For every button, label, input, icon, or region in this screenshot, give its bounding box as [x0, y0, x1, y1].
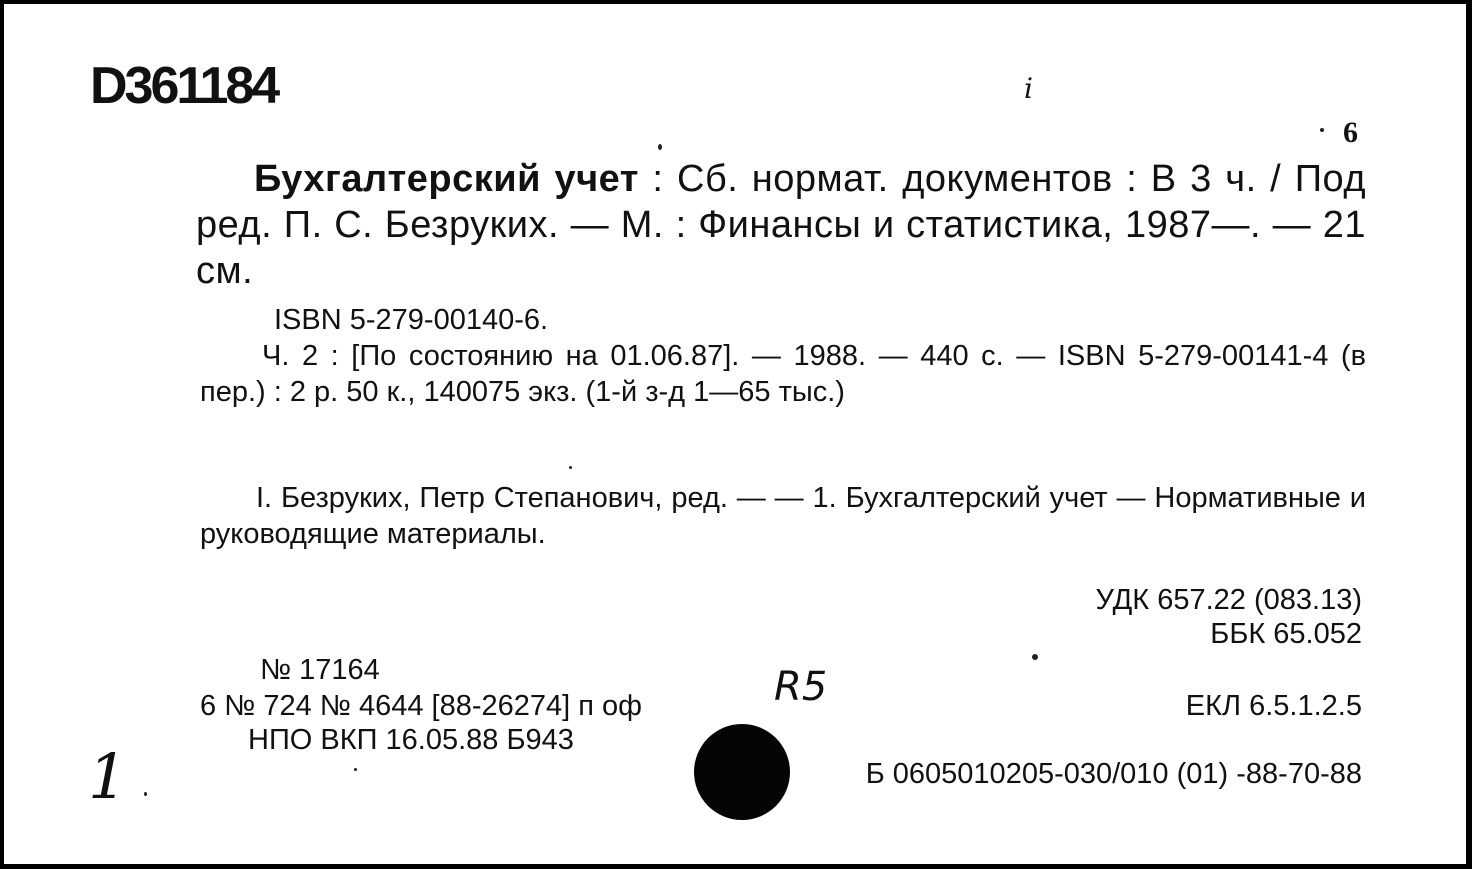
- speck-mark: [1032, 654, 1038, 660]
- bbk-code: ББК 65.052: [1210, 618, 1362, 650]
- tracing-text: I. Безруких, Петр Степанович, ред. — — 1. Бухгалтерский учет — Нормативные и руководящие материалы.: [200, 482, 1366, 550]
- bibliographic-description: [196, 156, 1366, 294]
- speck-mark: [569, 466, 572, 469]
- punch-hole-icon: [694, 724, 790, 820]
- speck-mark: [1320, 128, 1324, 132]
- title-rest: : Сб. нормат. документов : В 3 ч. / Под ред. П. С. Безруких. — М. : Финансы и статистика, 1987—. — 21 см.: [196, 158, 1366, 292]
- npo-line: НПО ВКП 16.05.88 Б943: [248, 724, 574, 756]
- part-line: Ч. 2 : [По состоянию на 01.06.87]. — 1988. — 440 с. — ISBN 5-279-00141-4 (в пер.) : 2 р. 50 к., 140075 экз. (1-й з-д 1—65 тыс.): [200, 340, 1366, 408]
- b-code: Б 0605010205-030/010 (01) -88-70-88: [865, 758, 1362, 790]
- handwritten-1: 1: [88, 740, 128, 813]
- udk-code: УДК 657.22 (083.13): [1095, 584, 1362, 616]
- part-description: [200, 338, 1366, 410]
- record-number: № 17164: [260, 654, 380, 686]
- tracing: [200, 480, 1366, 552]
- handwritten-r5: R5: [774, 664, 828, 710]
- title-bold: Бухгалтерский учет: [254, 158, 639, 200]
- isbn-set: ISBN 5-279-00140-6.: [274, 304, 549, 336]
- handwritten-mark-i: i: [1024, 72, 1033, 105]
- corner-number: 6: [1343, 116, 1358, 149]
- ekl-code: ЕКЛ 6.5.1.2.5: [1185, 690, 1362, 722]
- speck-mark: [354, 768, 357, 771]
- speck-mark: [144, 792, 147, 796]
- order-line: 6 № 724 № 4644 [88-26274] п оф: [200, 690, 643, 722]
- catalog-card: [4, 4, 1466, 864]
- call-number: D361184: [90, 57, 278, 115]
- speck-mark: [658, 144, 662, 150]
